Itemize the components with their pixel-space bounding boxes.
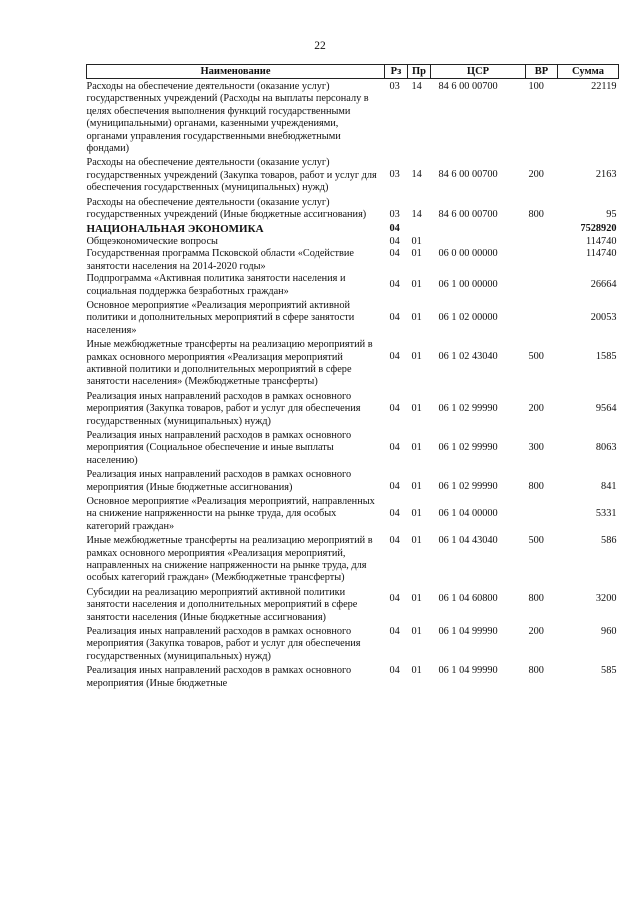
row-name: Основное мероприятие «Реализация мероприятий, направленных на снижение напряженности на рынке труда, для особых категорий граждан»	[86, 496, 375, 532]
table-row	[87, 79, 619, 158]
row-sum: 9564	[595, 402, 617, 414]
row-csr: 84 6 00 00700	[438, 81, 498, 92]
row-pr: 01	[411, 351, 422, 363]
row-csr	[431, 236, 526, 248]
row-csr: 84 6 00 00700	[438, 169, 498, 181]
row-vr: 800	[528, 665, 544, 677]
row-pr: 01	[411, 441, 422, 453]
row-csr: 06 1 02 99990	[438, 402, 498, 414]
row-pr: 14	[411, 208, 422, 220]
row-pr: 01	[411, 626, 422, 638]
row-sum: 585	[601, 665, 617, 677]
row-vr: 500	[528, 535, 544, 547]
section-title: НАЦИОНАЛЬНАЯ ЭКОНОМИКА	[86, 223, 264, 236]
row-name: Иные межбюджетные трансферты на реализацию мероприятий в рамках основного мероприятия «Реализация мероприятий, направленных на снижение напряженности на рынке труда, для особых категорий граждан» (Межбюджетные трансферты)	[86, 535, 373, 584]
row-vr	[526, 248, 558, 273]
row-csr: 06 1 02 99990	[438, 481, 498, 493]
row-vr: 800	[528, 481, 544, 493]
row-sum: 8063	[595, 441, 617, 453]
header-name: Наименование	[87, 65, 385, 79]
row-rz: 04	[389, 223, 400, 235]
table-row	[87, 273, 619, 300]
row-vr: 500	[528, 351, 544, 363]
table-row	[87, 236, 619, 248]
row-rz: 04	[389, 279, 400, 291]
row-pr: 01	[411, 402, 422, 414]
row-name: Реализация иных направлений расходов в рамках основного мероприятия (Социальное обеспечение и иные выплаты населению)	[86, 429, 352, 466]
row-rz: 04	[389, 665, 400, 677]
table-row	[87, 587, 619, 626]
row-sum: 7528920	[580, 223, 617, 235]
table-row	[87, 430, 619, 469]
budget-table	[86, 64, 619, 692]
row-sum: 3200	[595, 592, 617, 604]
row-vr	[526, 223, 558, 235]
row-name: Реализация иных направлений расходов в рамках основного мероприятия (Закупка товаров, работ и услуг для обеспечения государственных (муниципальных) нужд)	[86, 626, 361, 662]
row-csr	[431, 223, 526, 235]
row-name: Реализация иных направлений расходов в рамках основного мероприятия (Иные бюджетные	[86, 665, 352, 689]
table-row	[87, 469, 619, 496]
row-sum: 26664	[590, 279, 617, 291]
row-pr: 01	[411, 311, 422, 323]
table-row	[87, 626, 619, 665]
row-rz: 04	[389, 481, 400, 493]
row-name: Расходы на обеспечение деятельности (оказание услуг) государственных учреждений (Иные бюджетные ассигнования)	[86, 196, 367, 221]
row-rz: 04	[389, 351, 400, 363]
row-sum: 20053	[590, 311, 617, 323]
row-sum: 5331	[595, 508, 617, 519]
row-pr: 14	[411, 169, 422, 181]
table-row	[87, 339, 619, 391]
row-name: Реализация иных направлений расходов в рамках основного мероприятия (Закупка товаров, работ и услуг для обеспечения государственных (муниципальных) нужд)	[86, 390, 361, 427]
row-sum: 841	[601, 481, 617, 493]
table-row	[87, 535, 619, 587]
row-rz: 03	[389, 169, 400, 181]
row-name: Основное мероприятие «Реализация мероприятий активной политики и дополнительных мероприятий в сфере занятости населения»	[86, 299, 355, 336]
row-rz: 03	[389, 208, 400, 220]
table-row	[87, 665, 619, 692]
row-sum: 960	[601, 626, 617, 638]
header-sum: Сумма	[558, 65, 619, 79]
row-name: Субсидии на реализацию мероприятий активной политики занятости населения и дополнительных мероприятий в сфере занятости населения (Иные бюджетные ассигнования)	[86, 586, 358, 623]
table-row	[87, 248, 619, 273]
row-rz: 04	[389, 441, 400, 453]
row-pr: 01	[411, 592, 422, 604]
row-name: Общеэкономические вопросы	[86, 235, 218, 247]
header-csr: ЦСР	[431, 65, 526, 79]
row-csr: 06 1 00 00000	[438, 279, 498, 291]
row-rz: 04	[389, 248, 400, 260]
row-name: Иные межбюджетные трансферты на реализацию мероприятий в рамках основного мероприятия «Реализация мероприятий активной политики и дополнительных мероприятий в сфере занятости населения» (Межбюджетные трансферты)	[86, 339, 373, 388]
row-pr	[408, 223, 431, 235]
table-row	[87, 496, 619, 535]
row-sum: 2163	[595, 169, 617, 181]
row-vr: 800	[528, 208, 544, 220]
table-header-row	[87, 65, 619, 79]
row-rz: 04	[389, 626, 400, 638]
row-csr: 06 1 04 43040	[438, 535, 498, 547]
row-name: Расходы на обеспечение деятельности (оказание услуг) государственных учреждений (Закупка товаров, работ и услуг для обеспечения государственных (муниципальных) нужд)	[86, 157, 377, 194]
row-vr	[526, 496, 558, 535]
page-number: 22	[314, 40, 326, 52]
row-csr: 06 1 04 00000	[438, 508, 498, 519]
row-pr: 01	[411, 481, 422, 493]
row-csr: 06 1 04 99990	[438, 665, 498, 677]
row-vr: 200	[528, 169, 544, 181]
table-row-section	[87, 223, 619, 235]
row-vr: 200	[528, 402, 544, 414]
row-vr: 200	[528, 626, 544, 638]
table-row	[87, 300, 619, 339]
row-csr: 06 1 02 00000	[438, 311, 498, 323]
row-name: Расходы на обеспечение деятельности (оказание услуг) государственных учреждений (Расходы на выплаты персоналу в целях обеспечения выполнения функций государственными (муниципальными) органами, казенными учреждениями, органами управления государственными внебюджетными фондами)	[86, 81, 369, 155]
row-sum: 586	[601, 535, 617, 547]
row-sum: 1585	[595, 351, 617, 363]
row-name: Государственная программа Псковской области «Содействие занятости населения на 2014-2020 годы»	[86, 248, 354, 272]
row-sum: 22119	[591, 81, 617, 92]
row-pr: 14	[411, 81, 422, 92]
row-vr	[526, 300, 558, 339]
row-sum: 95	[606, 208, 617, 220]
row-csr: 06 1 02 43040	[438, 351, 498, 363]
row-vr	[526, 273, 558, 300]
row-pr: 01	[411, 508, 422, 519]
row-rz: 04	[389, 508, 400, 519]
row-rz: 04	[389, 535, 400, 547]
row-rz: 04	[389, 311, 400, 323]
row-vr	[526, 236, 558, 248]
row-vr: 800	[528, 592, 544, 604]
row-sum: 114740	[585, 248, 617, 260]
row-vr: 100	[528, 81, 544, 92]
row-pr: 01	[411, 235, 422, 247]
row-pr: 01	[411, 248, 422, 260]
row-rz: 04	[389, 402, 400, 414]
row-rz: 03	[389, 81, 400, 92]
row-vr: 300	[528, 441, 544, 453]
table-row	[87, 157, 619, 196]
header-rz: Рз	[385, 65, 408, 79]
row-pr: 01	[411, 535, 422, 547]
row-csr: 06 1 02 99990	[438, 441, 498, 453]
row-name: Реализация иных направлений расходов в рамках основного мероприятия (Иные бюджетные ассигнования)	[86, 469, 352, 493]
row-csr: 06 1 04 60800	[438, 592, 498, 604]
row-pr: 01	[411, 279, 422, 291]
row-pr: 01	[411, 665, 422, 677]
table-row	[87, 391, 619, 430]
row-csr: 06 1 04 99990	[438, 626, 498, 638]
row-rz: 04	[389, 235, 400, 247]
table-row	[87, 197, 619, 224]
header-pr: Пр	[408, 65, 431, 79]
row-rz: 04	[389, 592, 400, 604]
row-name: Подпрограмма «Активная политика занятости населения и социальная поддержка безработных граждан»	[86, 273, 346, 297]
row-csr: 84 6 00 00700	[438, 208, 498, 220]
header-vr: ВР	[526, 65, 558, 79]
row-csr: 06 0 00 00000	[438, 248, 498, 260]
row-sum: 114740	[585, 235, 617, 247]
